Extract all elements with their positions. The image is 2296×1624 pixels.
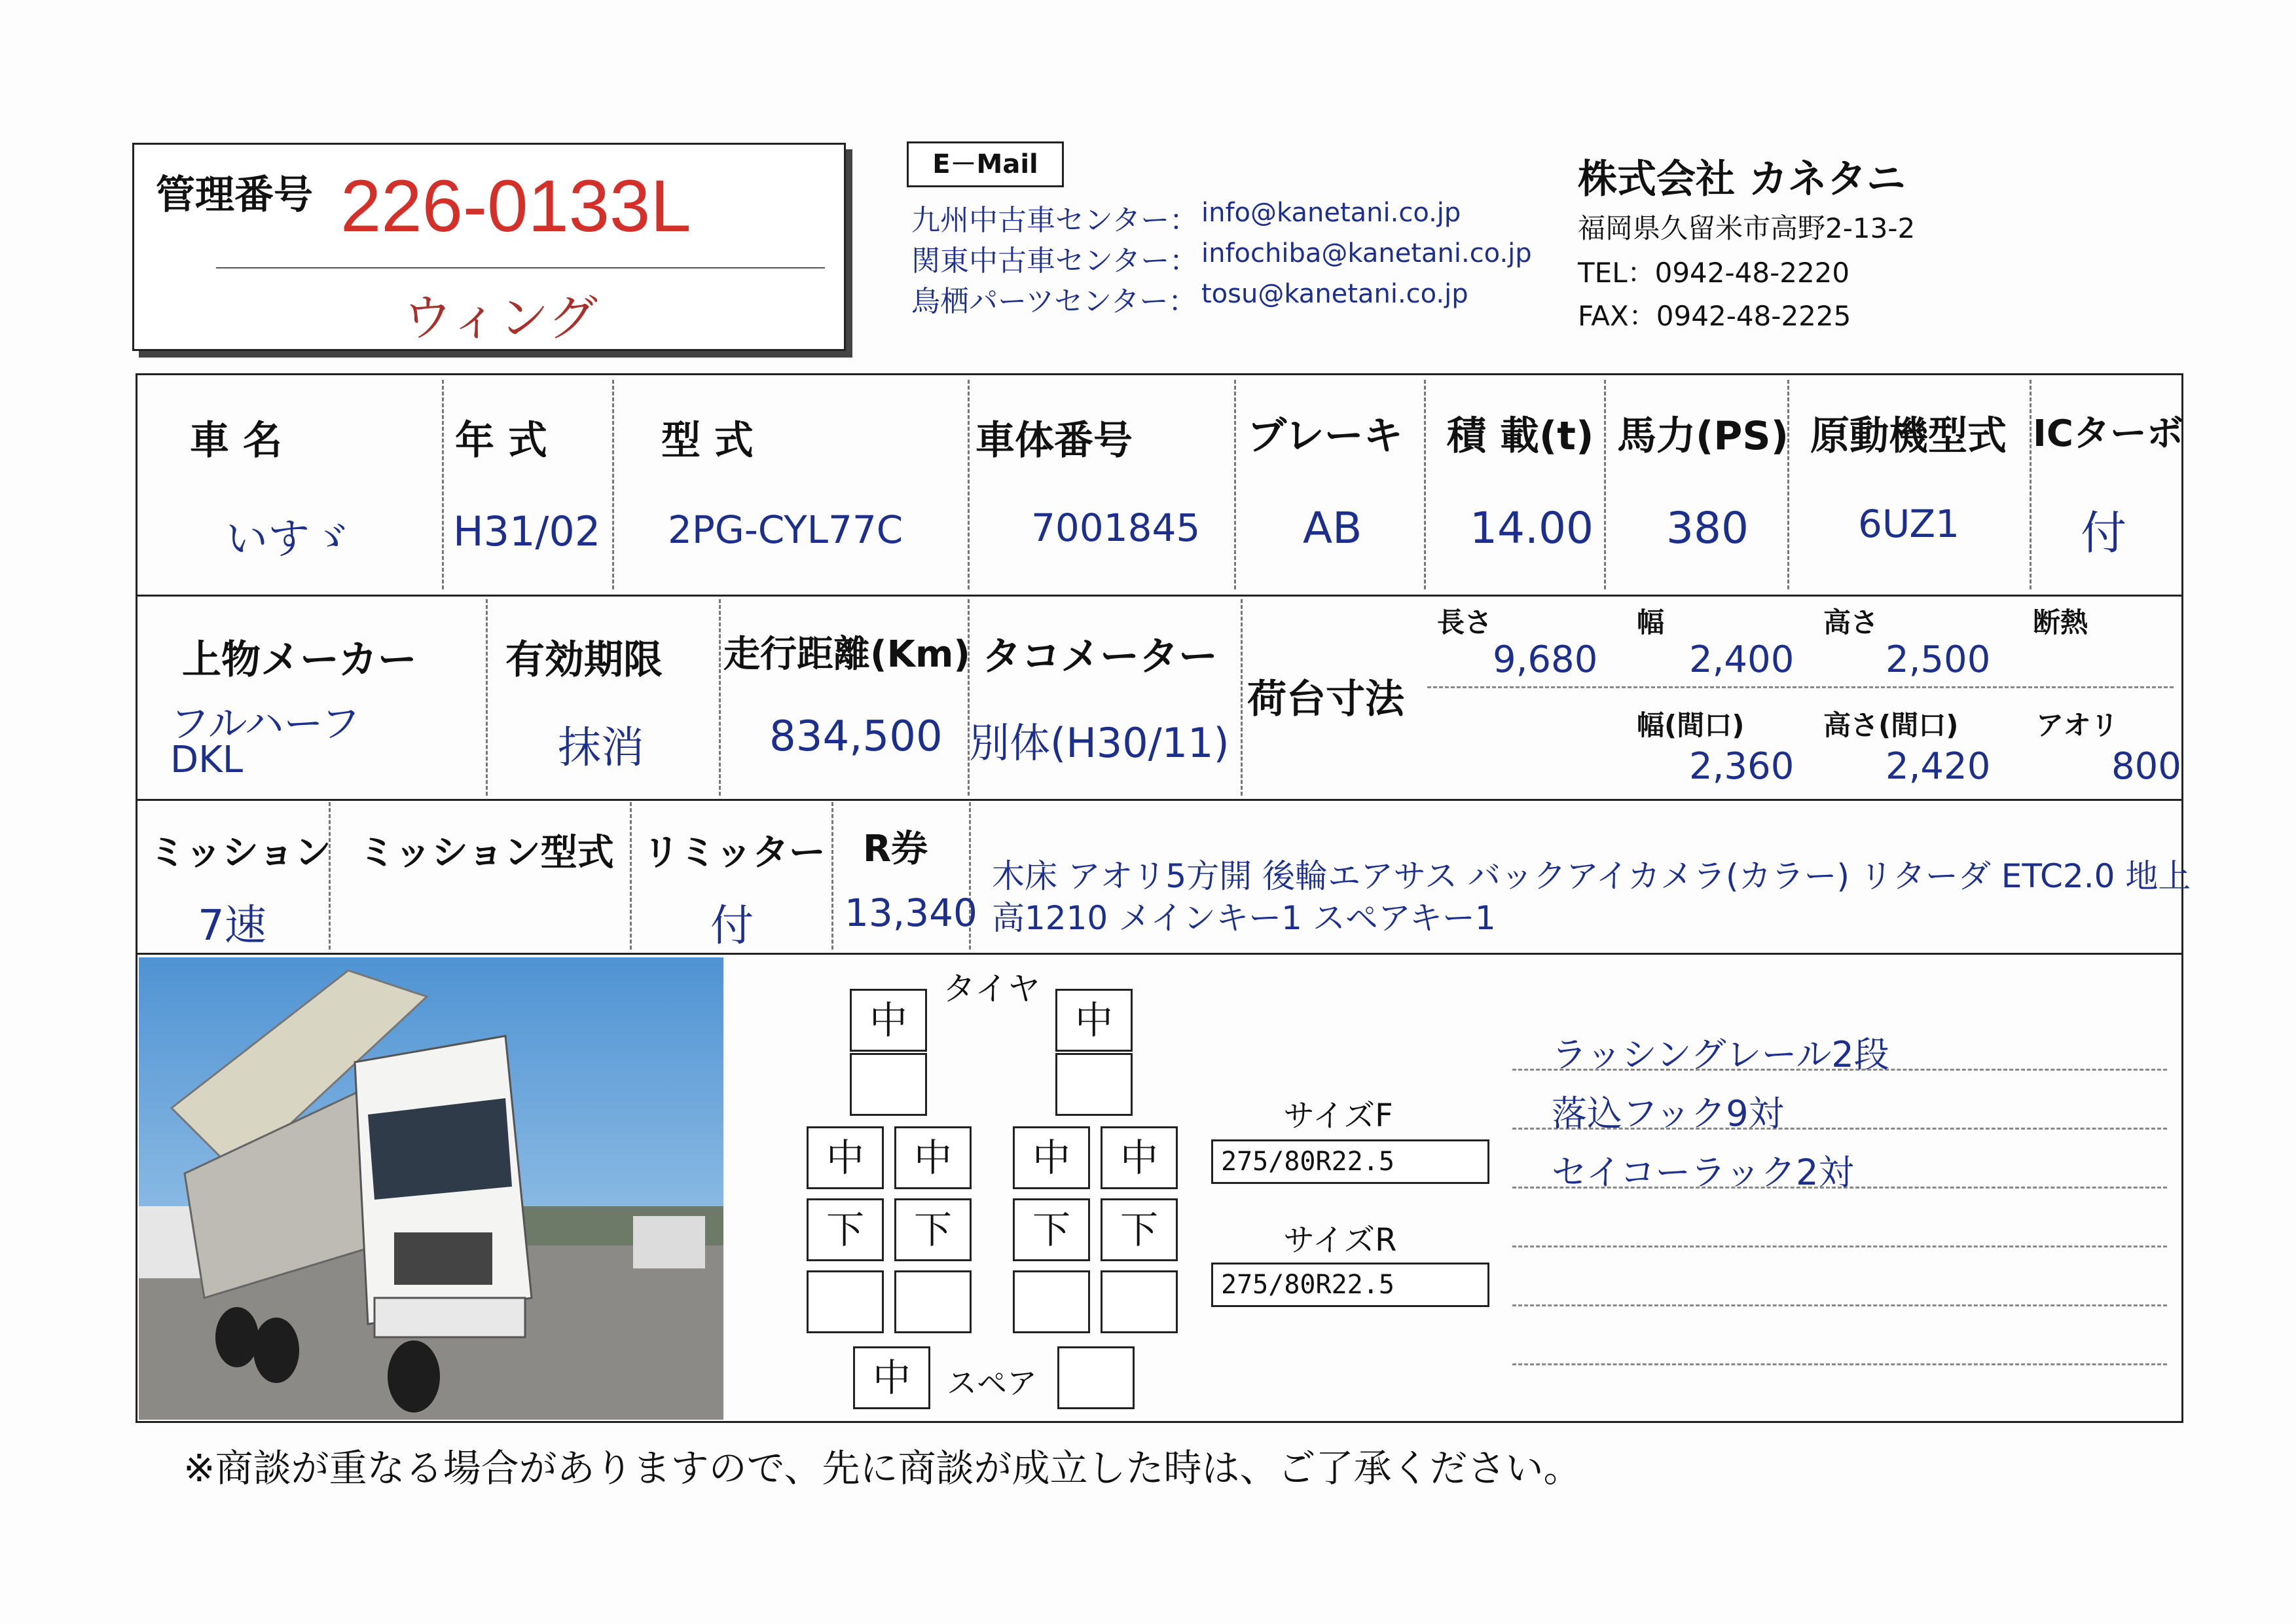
label-ic-turbo: ICターボ — [2033, 413, 2183, 455]
label-brake: ブレーキ — [1247, 413, 1403, 459]
tire-rear: 中 — [1013, 1126, 1090, 1189]
notes-line-1: 木床 アオリ5方開 後輪エアサス バックアイカメラ(カラー) リターダ ETC2.0 地上 — [992, 857, 2191, 895]
row1-bottom-line — [136, 595, 2183, 597]
equipment-item: 落込フック9対 — [1552, 1093, 1784, 1134]
equipment-item: ラッシングレール2段 — [1552, 1034, 1889, 1075]
equip-line — [1512, 1363, 2167, 1365]
label-length: 長さ — [1437, 606, 1493, 638]
label-limiter: リミッター — [643, 832, 826, 874]
email-address-2[interactable]: infochiba@kanetani.co.jp — [1201, 238, 1532, 268]
tire-rear: 下 — [1101, 1198, 1178, 1261]
value-mission: 7速 — [198, 902, 266, 950]
tire-front-left-outer: 中 — [850, 989, 927, 1052]
row1-sep — [1604, 380, 1606, 589]
label-open-height: 高さ(間口) — [1823, 709, 1959, 741]
label-horsepower: 馬力(PS) — [1617, 413, 1789, 459]
value-horsepower: 380 — [1666, 503, 1749, 553]
value-mileage: 834,500 — [769, 712, 943, 761]
email-center-3: 鳥栖パーツセンター： — [911, 285, 1197, 318]
tire-rear: 下 — [1013, 1198, 1090, 1261]
spare-label: スペア — [947, 1365, 1037, 1401]
tire-rear: 中 — [894, 1126, 972, 1189]
tire-spare: 中 — [853, 1346, 930, 1409]
tire-rear — [1101, 1270, 1178, 1333]
tire-rear: 中 — [1101, 1126, 1178, 1189]
row1-sep — [968, 380, 970, 589]
value-year: H31/02 — [453, 507, 601, 555]
label-height: 高さ — [1823, 606, 1879, 638]
company-fax: FAX：0942-48-2225 — [1578, 300, 1851, 332]
label-insulation: 断熱 — [2033, 606, 2088, 638]
size-r-label: サイズR — [1283, 1222, 1397, 1259]
label-model: 型 式 — [661, 418, 754, 464]
tire-rear — [807, 1270, 884, 1333]
size-f-value: 275/80R22.5 — [1211, 1139, 1489, 1184]
tire-spare — [1057, 1346, 1135, 1409]
value-length: 9,680 — [1493, 638, 1598, 681]
tire-front-right-outer: 中 — [1055, 989, 1133, 1052]
value-aori: 800 — [2111, 745, 2181, 788]
value-width: 2,400 — [1689, 638, 1795, 681]
tire-rear: 下 — [807, 1198, 884, 1261]
label-load: 積 載(t) — [1447, 413, 1594, 459]
label-year: 年 式 — [455, 418, 547, 464]
value-open-height: 2,420 — [1886, 745, 1991, 788]
value-r-ken: 13,340 — [845, 891, 977, 935]
row2-sep — [486, 599, 488, 796]
label-mileage: 走行距離(Km) — [723, 633, 970, 676]
company-address: 福岡県久留米市高野2-13-2 — [1578, 212, 1916, 244]
footer-note: ※商談が重なる場合がありますので、先に商談が成立した時は、ご了承ください。 — [183, 1446, 1582, 1490]
size-f-label: サイズF — [1283, 1098, 1393, 1134]
mgmt-label: 管理番号 — [156, 172, 313, 218]
notes-line-2: 高1210 メインキー1 スペアキー1 — [992, 899, 1496, 937]
label-expiry: 有効期限 — [505, 637, 663, 683]
label-engine-model: 原動機型式 — [1810, 413, 2007, 459]
email-tag — [907, 141, 1064, 187]
email-row-2 — [911, 237, 1198, 279]
label-r-ken: R券 — [863, 828, 928, 870]
row3-bottom-line — [136, 953, 2183, 955]
truck-photo — [139, 957, 723, 1420]
mgmt-number: 226-0133L — [340, 165, 691, 247]
company-name: 株式会社 カネタニ — [1578, 157, 1906, 202]
value-body-maker-model: DKL — [170, 739, 244, 781]
value-height: 2,500 — [1886, 638, 1991, 681]
row1-sep — [442, 380, 444, 589]
email-center-1: 九州中古車センター： — [911, 204, 1199, 237]
mgmt-divider — [216, 267, 825, 268]
tire-front-left-inner — [850, 1053, 927, 1116]
value-load: 14.00 — [1470, 503, 1594, 553]
label-mission-type: ミッション型式 — [359, 832, 614, 874]
label-body-maker: 上物メーカー — [182, 637, 417, 683]
row2-sep — [1241, 599, 1243, 796]
value-open-width: 2,360 — [1689, 745, 1795, 788]
row1-sep — [1234, 380, 1236, 589]
value-ic-turbo: 付 — [2081, 506, 2126, 560]
label-chassis-no: 車体番号 — [975, 418, 1133, 464]
email-tag-label: E－Mail — [932, 149, 1038, 179]
tire-rear — [894, 1270, 972, 1333]
email-address-3[interactable]: tosu@kanetani.co.jp — [1201, 279, 1468, 309]
row1-sep — [612, 380, 614, 589]
row2-sep — [719, 599, 721, 796]
equipment-item: セイコーラック2対 — [1552, 1152, 1854, 1193]
value-brake: AB — [1303, 503, 1362, 553]
tire-rear: 下 — [894, 1198, 972, 1261]
label-mission: ミッション — [149, 832, 331, 874]
value-expiry: 抹消 — [558, 722, 644, 773]
tire-front-right-inner — [1055, 1053, 1133, 1116]
label-open-width: 幅(間口) — [1637, 709, 1745, 741]
company-tel: TEL：0942-48-2220 — [1578, 257, 1850, 289]
row1-sep — [2030, 380, 2032, 589]
equip-line — [1512, 1246, 2167, 1247]
size-r-value: 275/80R22.5 — [1211, 1263, 1489, 1307]
email-address-1[interactable]: info@kanetani.co.jp — [1201, 198, 1461, 228]
email-row-1 — [911, 196, 1198, 238]
row2-bottom-line — [136, 799, 2183, 801]
value-tachometer: 別体(H30/11) — [969, 719, 1230, 767]
label-aori: アオリ — [2036, 709, 2119, 741]
label-cargo-dimensions: 荷台寸法 — [1247, 676, 1404, 722]
email-center-2: 関東中古車センター： — [911, 244, 1199, 278]
tire-rear: 中 — [807, 1126, 884, 1189]
email-row-3 — [911, 278, 1197, 320]
tire-label: タイヤ — [943, 970, 1040, 1008]
value-vehicle-name: いすゞ — [226, 515, 352, 564]
value-model: 2PG-CYL77C — [668, 507, 903, 552]
equip-line — [1512, 1304, 2167, 1306]
tire-rear — [1013, 1270, 1090, 1333]
cargo-dim-divider — [1427, 686, 2174, 688]
value-chassis-no: 7001845 — [1031, 506, 1201, 550]
row3-sep — [831, 802, 833, 950]
label-width: 幅 — [1637, 606, 1665, 638]
value-engine-model: 6UZ1 — [1858, 502, 1959, 546]
row3-sep — [630, 802, 632, 950]
truck-illustration — [139, 957, 723, 1420]
label-tachometer: タコメーター — [982, 634, 1218, 680]
label-vehicle-name: 車 名 — [190, 418, 282, 464]
body-type: ウィング — [403, 289, 598, 347]
row1-sep — [1424, 380, 1426, 589]
value-body-maker: フルハーフ — [170, 701, 361, 747]
value-limiter: 付 — [710, 900, 754, 951]
